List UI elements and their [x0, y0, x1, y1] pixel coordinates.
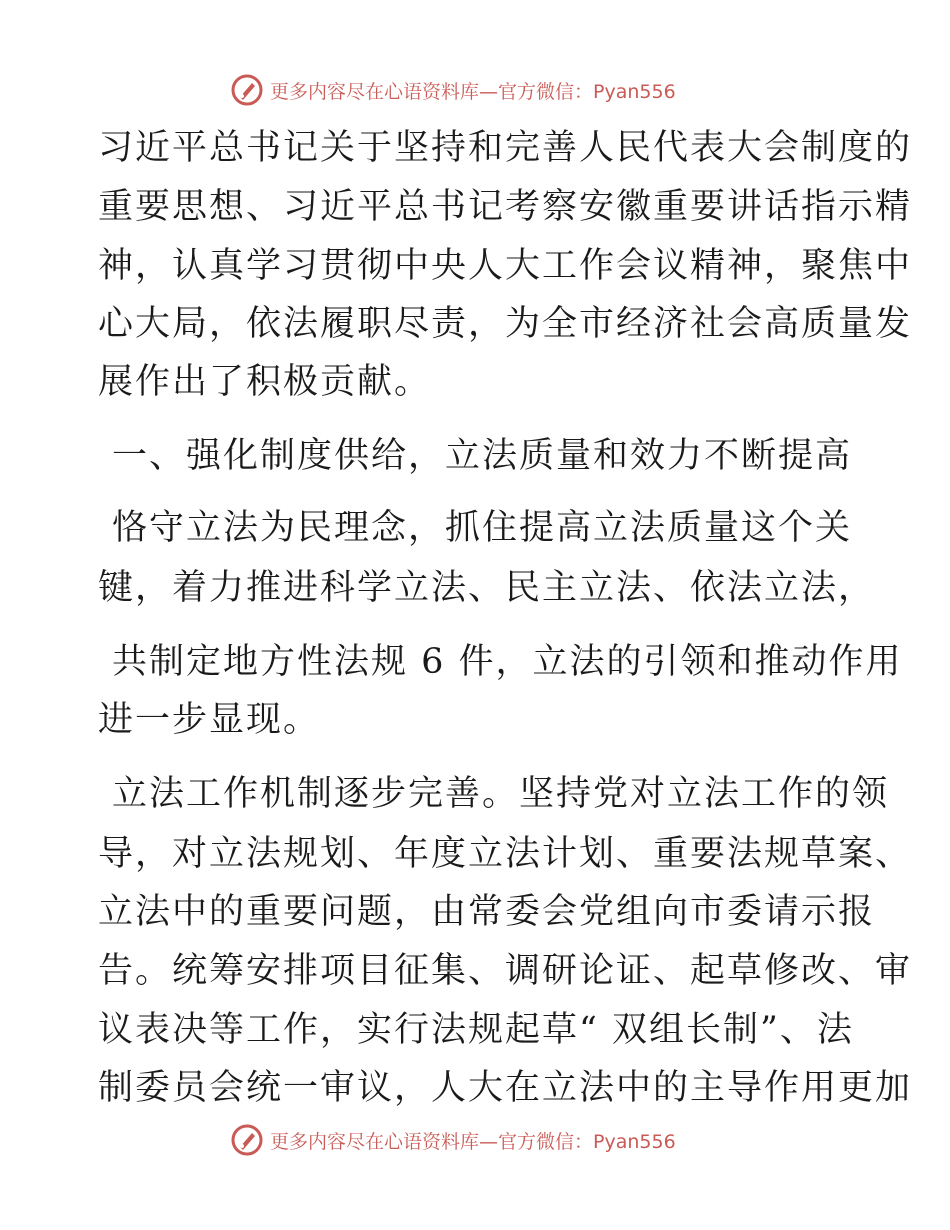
pen-logo-icon	[230, 73, 264, 107]
text-line: 进一步显现。	[98, 700, 321, 740]
pen-logo-icon	[230, 1123, 264, 1157]
watermark-header	[230, 70, 676, 110]
text-line: 告。统筹安排项目征集、调研论证、起草修改、审	[98, 951, 913, 991]
text-line: 习近平总书记关于坚持和完善人民代表大会制度的	[98, 128, 913, 168]
watermark-text: 更多内容尽在心语资料库—官方微信：Pyan556	[270, 1130, 676, 1153]
text-line: 制委员会统一审议，人大在立法中的主导作用更加	[98, 1068, 913, 1108]
text-line: 议表决等工作，实行法规起草“ 双组长制”、法	[98, 1010, 854, 1050]
watermark-text: 更多内容尽在心语资料库—官方微信：Pyan556	[270, 80, 676, 103]
text-line: 立法中的重要问题，由常委会党组向市委请示报	[98, 892, 876, 932]
text-line: 立法工作机制逐步完善。坚持党对立法工作的领	[112, 774, 890, 814]
text-line: 导，对立法规划、年度立法计划、重要法规草案、	[98, 834, 913, 874]
text-line: 共制定地方性法规 6 件，立法的引领和推动作用	[112, 642, 903, 682]
watermark-footer	[230, 1120, 676, 1160]
text-line: 键，着力推进科学立法、民主立法、依法立法，	[98, 568, 876, 608]
text-line: 展作出了积极贡献。	[98, 362, 432, 402]
text-line: 神，认真学习贯彻中央人大工作会议精神，聚焦中	[98, 246, 913, 286]
section-heading: 一、强化制度供给，立法质量和效力不断提高	[112, 436, 853, 476]
text-line: 心大局，依法履职尽责，为全市经济社会高质量发	[98, 304, 913, 344]
text-line: 恪守立法为民理念，抓住提高立法质量这个关	[112, 508, 853, 548]
text-line: 重要思想、习近平总书记考察安徽重要讲话指示精	[98, 187, 913, 227]
